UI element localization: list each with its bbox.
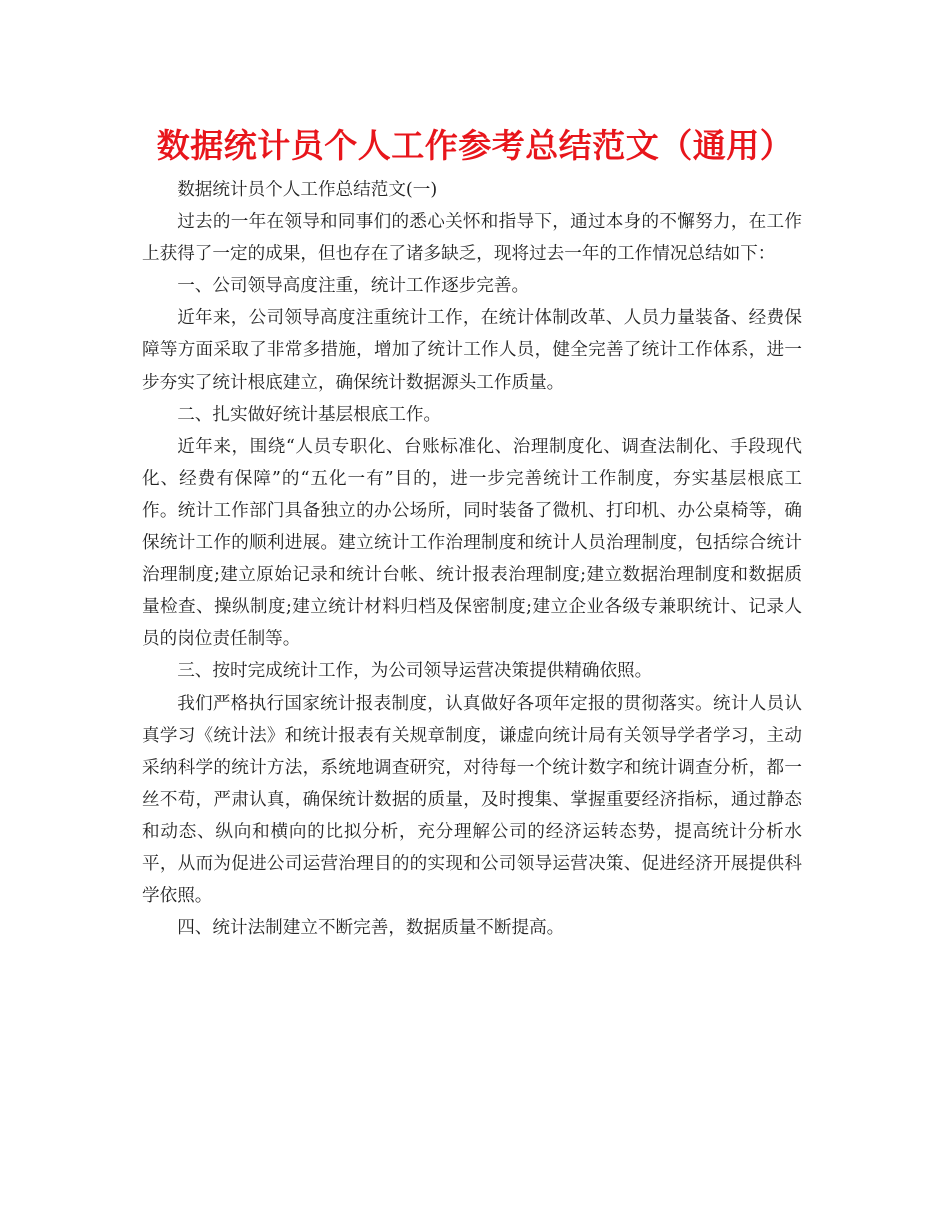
section-heading-3: 三、按时完成统计工作，为公司领导运营决策提供精确依照。 [177, 661, 653, 682]
section-heading-4: 四、统计法制建立不断完善，数据质量不断提高。 [177, 918, 565, 939]
section-heading-2: 二、扎实做好统计基层根底工作。 [177, 404, 442, 425]
document-body [142, 174, 802, 944]
document-title: 数据统计员个人工作参考总结范文（通用） [156, 126, 794, 165]
intro-paragraph: 过去的一年在领导和同事们的悉心关怀和指导下，通过本身的不懈努力，在工作上获得了一定的成果，但也存在了诸多缺乏，现将过去一年的工作情况总结如下： [142, 212, 802, 265]
section-paragraph-3: 我们严格执行国家统计报表制度，认真做好各项年定报的贯彻落实。统计人员认真学习《统计法》和统计报表有关规章制度，谦虚向统计局有关领导学者学习，主动采纳科学的统计方法，系统地调查研究，对待每一个统计数字和统计调查分析，都一丝不苟，严肃认真，确保统计数据的质量，及时搜集、掌握重要经济指标，通过静态和动态、纵向和横向的比拟分析，充分理解公司的经济运转态势，提高统计分析水平，从而为促进公司运营治理目的的实现和公司领导运营决策、促进经济开展提供科学依照。 [142, 693, 802, 907]
section-heading-1: 一、公司领导高度注重，统计工作逐步完善。 [177, 276, 530, 297]
section-paragraph-2: 近年来，围绕“人员专职化、台账标准化、治理制度化、调查法制化、手段现代化、经费有保障”的“五化一有”目的，进一步完善统计工作制度，夯实基层根底工作。统计工作部门具备独立的办公场所，同时装备了微机、打印机、办公桌椅等，确保统计工作的顺利进展。建立统计工作治理制度和统计人员治理制度，包括综合统计治理制度;建立原始记录和统计台帐、统计报表治理制度;建立数据治理制度和数据质量检查、操纵制度;建立统计材料归档及保密制度;建立企业各级专兼职统计、记录人员的岗位责任制等。 [142, 436, 802, 650]
section-paragraph-1: 近年来，公司领导高度注重统计工作，在统计体制改革、人员力量装备、经费保障等方面采取了非常多措施，增加了统计工作人员，健全完善了统计工作体系，进一步夯实了统计根底建立，确保统计数据源头工作质量。 [142, 308, 802, 393]
section-subtitle: 数据统计员个人工作总结范文(一) [177, 180, 438, 200]
